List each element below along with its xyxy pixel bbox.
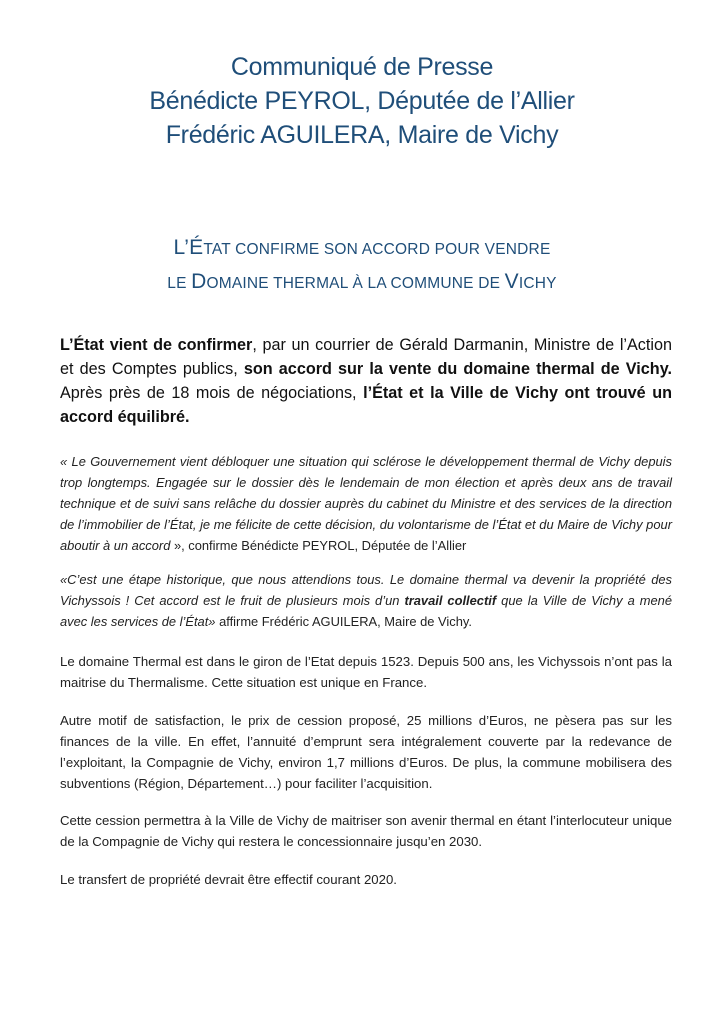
deputy-quote xyxy=(60,451,672,556)
press-release-header xyxy=(0,50,724,152)
mayor-quote xyxy=(60,569,672,632)
body-paragraph-future: Cette cession permettra à la Ville de Vichy de maitriser son avenir thermal en étant l’interlocuteur unique de la Compagnie de Vichy qui restera le concessionnaire jusqu’en 2030. xyxy=(60,813,672,849)
headline-cap: L’ xyxy=(173,236,190,259)
lead-paragraph xyxy=(60,333,672,429)
lead-bold: son accord sur la vente du domaine thermal de Vichy. xyxy=(243,360,672,378)
quote-text: que la Ville de Vichy a mené avec les services de l’État» xyxy=(60,593,672,629)
headline-line-1 xyxy=(0,232,724,266)
lead-text: , par un courrier de Gérald Darmanin, Ministre de l’Action et des Comptes publics, xyxy=(60,336,673,378)
lead-bold: l’État et la Ville de Vichy ont trouvé un accord équilibré. xyxy=(60,384,672,426)
body-paragraph-transfer: Le transfert de propriété devrait être effectif courant 2020. xyxy=(60,872,397,887)
headline-text: ICHY xyxy=(518,275,557,292)
headline-cap: É xyxy=(189,236,204,259)
headline xyxy=(0,232,724,300)
header-title: Communiqué de Presse xyxy=(230,53,494,81)
headline-text: LE xyxy=(167,275,192,292)
headline-cap: V xyxy=(504,270,519,293)
headline-cap: D xyxy=(191,270,207,293)
headline-text: TAT CONFIRME SON ACCORD POUR VENDRE xyxy=(203,241,551,258)
body-paragraph-history: Le domaine Thermal est dans le giron de l’Etat depuis 1523. Depuis 500 ans, les Vichyssois n’ont pas la maitrise du Thermalisme. Cette situation est unique en France. xyxy=(60,654,672,690)
headline-line-2 xyxy=(0,266,724,300)
header-mayor: Frédéric AGUILERA, Maire de Vichy xyxy=(165,121,559,149)
quote-text: «C’est une étape historique, que nous attendions tous. Le domaine thermal va devenir la propriété des Vichyssois ! Cet accord est le fruit de plusieurs mois d’un xyxy=(60,572,672,608)
quote-text: « Le Gouvernement vient débloquer une situation qui sclérose le développement thermal de Vichy depuis trop longtemps. Engagée sur le dossier dès le lendemain de mon élection et après deux ans de travail technique et de suivi sans relâche du dossier auprès du cabinet du Ministre et des services de la direction de l’immobilier de l’État, je me félicite de cette décision, du volontarisme de l’État et du Maire de Vichy pour aboutir à un accord xyxy=(60,454,672,553)
header-deputy: Bénédicte PEYROL, Députée de l’Allier xyxy=(149,87,575,115)
lead-bold: L’État vient de confirmer xyxy=(60,336,253,354)
headline-text: OMAINE THERMAL À LA COMMUNE DE xyxy=(206,275,505,292)
quote-attribution: affirme Frédéric AGUILERA, Maire de Vichy. xyxy=(215,614,472,629)
quote-bold: travail collectif xyxy=(404,593,497,608)
quote-attribution: », confirme Bénédicte PEYROL, Députée de l’Allier xyxy=(170,538,467,553)
lead-text: Après près de 18 mois de négociations, xyxy=(60,384,364,402)
body-paragraph-price: Autre motif de satisfaction, le prix de cession proposé, 25 millions d’Euros, ne pèsera pas sur les finances de la ville. En effet, l’annuité d’emprunt sera intégralement couverte par la redevance de l’exploitant, la Compagnie de Vichy, environ 1,7 millions d’Euros. De plus, la commune mobilisera des subventions (Région, Département…) pour faciliter l’acquisition. xyxy=(60,713,672,791)
